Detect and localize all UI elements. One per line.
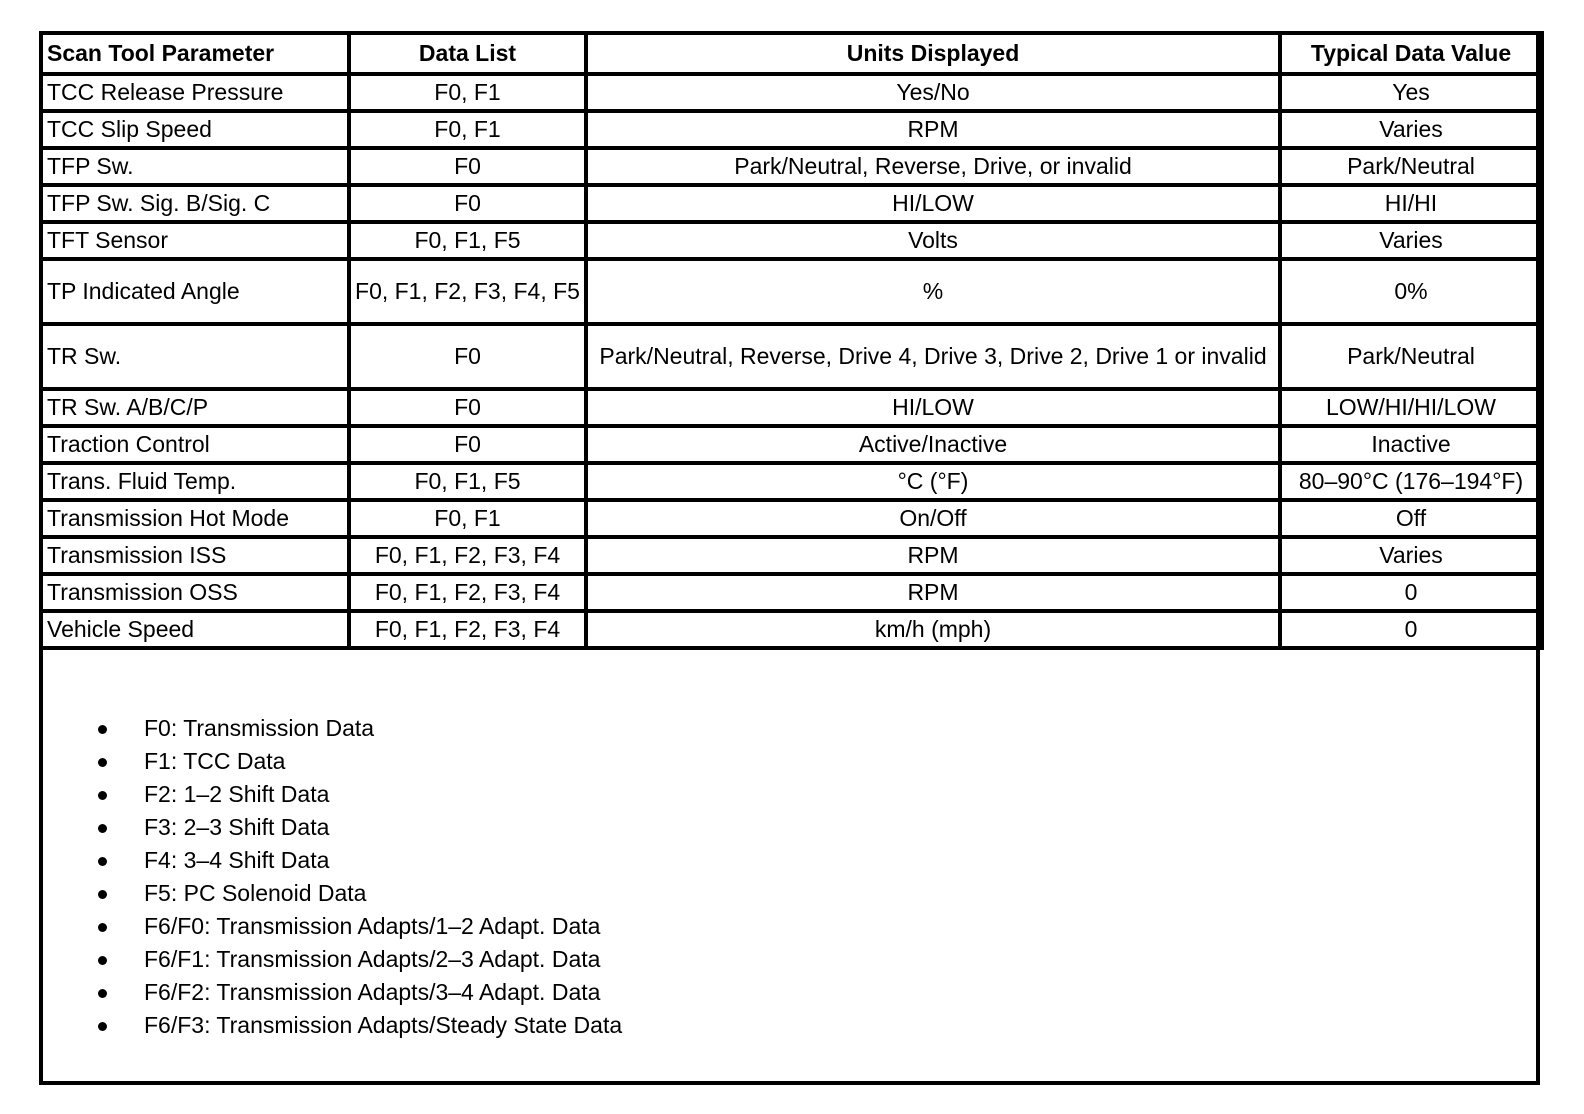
cell-data-list: F0, F1 <box>349 500 586 537</box>
cell-data-list: F0, F1, F5 <box>349 463 586 500</box>
cell-parameter: TFP Sw. Sig. B/Sig. C <box>41 185 349 222</box>
cell-data-list: F0, F1, F2, F3, F4 <box>349 611 586 648</box>
header-data-list: Data List <box>349 33 586 74</box>
cell-units: RPM <box>586 574 1280 611</box>
cell-units: % <box>586 259 1280 324</box>
list-item <box>92 778 622 811</box>
cell-typical-value: HI/HI <box>1280 185 1542 222</box>
legend-text: F1: TCC Data <box>144 748 286 774</box>
table-row <box>41 537 1542 574</box>
header-scan-tool-parameter: Scan Tool Parameter <box>41 33 349 74</box>
bullet-icon <box>98 890 107 899</box>
cell-typical-value: 0 <box>1280 611 1542 648</box>
cell-data-list: F0, F1 <box>349 111 586 148</box>
table-row <box>41 463 1542 500</box>
table-row <box>41 611 1542 648</box>
bullet-icon <box>98 923 107 932</box>
header-typical-data-value: Typical Data Value <box>1280 33 1542 74</box>
bullet-icon <box>98 989 107 998</box>
bullet-icon <box>98 758 107 767</box>
bullet-icon <box>98 1022 107 1031</box>
cell-typical-value: 0 <box>1280 574 1542 611</box>
cell-units: RPM <box>586 537 1280 574</box>
cell-typical-value: LOW/HI/HI/LOW <box>1280 389 1542 426</box>
cell-typical-value: Park/Neutral <box>1280 324 1542 389</box>
cell-parameter: TR Sw. <box>41 324 349 389</box>
legend-text: F6/F0: Transmission Adapts/1–2 Adapt. Data <box>144 913 601 939</box>
cell-units: Park/Neutral, Reverse, Drive, or invalid <box>586 148 1280 185</box>
list-item <box>92 811 622 844</box>
cell-typical-value: 0% <box>1280 259 1542 324</box>
legend-text: F5: PC Solenoid Data <box>144 880 367 906</box>
cell-typical-value: Inactive <box>1280 426 1542 463</box>
legend-text: F6/F3: Transmission Adapts/Steady State Data <box>144 1012 623 1038</box>
list-item <box>92 745 622 778</box>
legend-text: F4: 3–4 Shift Data <box>144 847 330 873</box>
table-row <box>41 148 1542 185</box>
cell-data-list: F0, F1 <box>349 74 586 111</box>
table-row <box>41 324 1542 389</box>
cell-data-list: F0, F1, F2, F3, F4 <box>349 537 586 574</box>
bullet-icon <box>98 725 107 734</box>
cell-data-list: F0 <box>349 148 586 185</box>
cell-data-list: F0 <box>349 185 586 222</box>
cell-units: Park/Neutral, Reverse, Drive 4, Drive 3, Drive 2, Drive 1 or invalid <box>586 324 1280 389</box>
cell-typical-value: Varies <box>1280 111 1542 148</box>
cell-parameter: TR Sw. A/B/C/P <box>41 389 349 426</box>
cell-parameter: TFT Sensor <box>41 222 349 259</box>
cell-units: HI/LOW <box>586 389 1280 426</box>
table-row <box>41 185 1542 222</box>
list-item <box>92 1009 622 1042</box>
legend-text: F0: Transmission Data <box>144 715 375 741</box>
cell-data-list: F0 <box>349 389 586 426</box>
list-item <box>92 976 622 1009</box>
cell-parameter: TCC Release Pressure <box>41 74 349 111</box>
list-item <box>92 712 622 745</box>
cell-typical-value: Off <box>1280 500 1542 537</box>
cell-typical-value: 80–90°C (176–194°F) <box>1280 463 1542 500</box>
legend-text: F6/F2: Transmission Adapts/3–4 Adapt. Data <box>144 979 601 1005</box>
list-item <box>92 844 622 877</box>
cell-typical-value: Yes <box>1280 74 1542 111</box>
table-row <box>41 389 1542 426</box>
cell-data-list: F0, F1, F2, F3, F4 <box>349 574 586 611</box>
cell-units: RPM <box>586 111 1280 148</box>
table-row <box>41 574 1542 611</box>
list-item <box>92 910 622 943</box>
cell-parameter: Vehicle Speed <box>41 611 349 648</box>
cell-parameter: Trans. Fluid Temp. <box>41 463 349 500</box>
table-row <box>41 500 1542 537</box>
cell-units: HI/LOW <box>586 185 1280 222</box>
table-header-row <box>41 33 1542 74</box>
cell-data-list: F0, F1, F5 <box>349 222 586 259</box>
bullet-icon <box>98 857 107 866</box>
table-row <box>41 222 1542 259</box>
bullet-icon <box>98 791 107 800</box>
cell-parameter: TP Indicated Angle <box>41 259 349 324</box>
list-item <box>92 877 622 910</box>
data-list-legend <box>92 712 622 1042</box>
cell-parameter: TCC Slip Speed <box>41 111 349 148</box>
bullet-icon <box>98 956 107 965</box>
table-row <box>41 259 1542 324</box>
cell-parameter: TFP Sw. <box>41 148 349 185</box>
cell-parameter: Transmission Hot Mode <box>41 500 349 537</box>
table-row <box>41 74 1542 111</box>
header-units-displayed: Units Displayed <box>586 33 1280 74</box>
cell-data-list: F0 <box>349 426 586 463</box>
cell-parameter: Traction Control <box>41 426 349 463</box>
cell-units: Active/Inactive <box>586 426 1280 463</box>
cell-units: On/Off <box>586 500 1280 537</box>
cell-typical-value: Park/Neutral <box>1280 148 1542 185</box>
cell-parameter: Transmission ISS <box>41 537 349 574</box>
cell-parameter: Transmission OSS <box>41 574 349 611</box>
cell-typical-value: Varies <box>1280 222 1542 259</box>
cell-units: °C (°F) <box>586 463 1280 500</box>
table-row <box>41 426 1542 463</box>
cell-data-list: F0, F1, F2, F3, F4, F5 <box>349 259 586 324</box>
list-item <box>92 943 622 976</box>
cell-units: Volts <box>586 222 1280 259</box>
table-row <box>41 111 1542 148</box>
legend-text: F2: 1–2 Shift Data <box>144 781 330 807</box>
legend-text: F3: 2–3 Shift Data <box>144 814 330 840</box>
cell-units: Yes/No <box>586 74 1280 111</box>
cell-data-list: F0 <box>349 324 586 389</box>
cell-typical-value: Varies <box>1280 537 1542 574</box>
scan-tool-data-table <box>39 31 1544 650</box>
bullet-icon <box>98 824 107 833</box>
cell-units: km/h (mph) <box>586 611 1280 648</box>
legend-text: F6/F1: Transmission Adapts/2–3 Adapt. Data <box>144 946 601 972</box>
